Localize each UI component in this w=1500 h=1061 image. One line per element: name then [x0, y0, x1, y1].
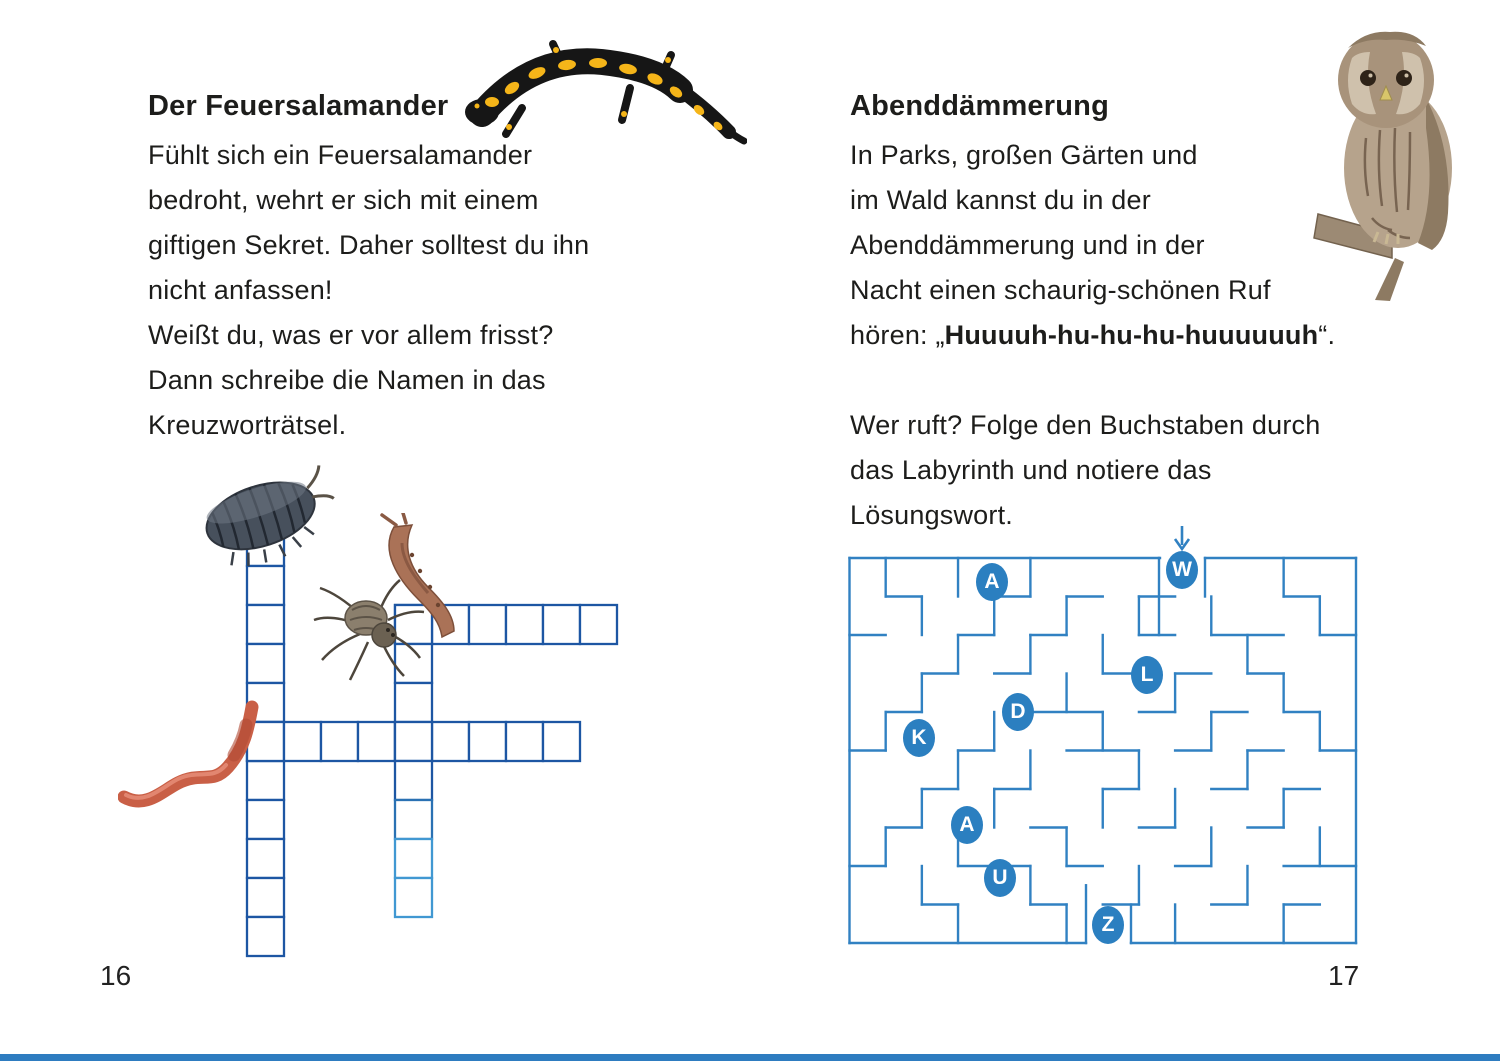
text-line: im Wald kannst du in der	[850, 185, 1151, 215]
fire-salamander-illustration	[452, 22, 747, 147]
maze-letter-badge: A	[951, 806, 983, 844]
owl-call-text: Huuuuh-hu-hu-hu-huuuuuuh	[944, 320, 1319, 350]
maze-letter-badge: L	[1131, 656, 1163, 694]
text-line: Lösungswort.	[850, 500, 1013, 530]
crossword-cell	[247, 644, 284, 683]
maze-entrance-arrow-icon	[848, 523, 1360, 557]
crossword-cell	[247, 566, 284, 605]
text-line: Weißt du, was er vor allem frisst?	[148, 320, 554, 350]
crossword-cell	[395, 800, 432, 839]
left-body-text	[148, 133, 589, 448]
crossword-cell	[395, 878, 432, 917]
crossword-cell	[543, 722, 580, 761]
call-suffix: “.	[1318, 320, 1336, 350]
maze-letter-badge: U	[984, 859, 1016, 897]
text-line: Kreuzworträtsel.	[148, 410, 347, 440]
text-line: bedroht, wehrt er sich mit einem	[148, 185, 539, 215]
page-title: Abenddämmerung	[850, 90, 1109, 122]
text-line: Nacht einen schaurig-schönen Ruf	[850, 275, 1271, 305]
text-line: In Parks, großen Gärten und	[850, 140, 1198, 170]
earthworm-illustration	[118, 695, 268, 817]
page-number-left: 16	[100, 960, 132, 991]
crossword-cell	[358, 722, 395, 761]
crossword-cell	[469, 722, 506, 761]
crossword-cell	[395, 839, 432, 878]
text-line: nicht anfassen!	[148, 275, 333, 305]
crossword-cell	[321, 722, 358, 761]
tawny-owl-illustration	[1300, 18, 1485, 303]
page-title: Der Feuersalamander	[148, 90, 449, 122]
crossword-cell	[506, 605, 543, 644]
letter-maze	[848, 523, 1360, 955]
slug-illustration	[372, 513, 472, 645]
woodlouse-illustration	[185, 458, 335, 570]
owl-call-line	[850, 313, 1335, 358]
maze-letter-badge: A	[976, 563, 1008, 601]
text-line: giftigen Sekret. Daher solltest du ihn	[148, 230, 590, 260]
text-line: Fühlt sich ein Feuersalamander	[148, 140, 533, 170]
crossword-cell	[395, 761, 432, 800]
crossword-cell	[506, 722, 543, 761]
maze-letter-badge: W	[1166, 551, 1198, 589]
crossword-cell	[543, 605, 580, 644]
crossword-cell	[395, 722, 432, 761]
crossword-cell	[247, 917, 284, 956]
text-line: Dann schreibe die Namen in das	[148, 365, 546, 395]
text-line: Wer ruft? Folge den Buchstaben durch	[850, 410, 1321, 440]
call-prefix: hören: „	[850, 320, 945, 350]
text-line: das Labyrinth und notiere das	[850, 455, 1212, 485]
maze-letter-badge: Z	[1092, 906, 1124, 944]
crossword-cell	[247, 878, 284, 917]
text-line: Abenddämmerung und in der	[850, 230, 1205, 260]
crossword-cell	[284, 722, 321, 761]
page-number-right: 17	[1328, 960, 1360, 991]
crossword-cell	[432, 722, 469, 761]
crossword-cell	[247, 839, 284, 878]
maze-letter-badge: D	[1002, 693, 1034, 731]
crossword-cell	[469, 605, 506, 644]
crossword-cell	[247, 605, 284, 644]
right-body-text	[850, 133, 1271, 313]
crossword-cell	[580, 605, 617, 644]
maze-letter-badge: K	[903, 719, 935, 757]
maze-instructions	[850, 403, 1320, 538]
page-footer-bar	[0, 1054, 1500, 1061]
